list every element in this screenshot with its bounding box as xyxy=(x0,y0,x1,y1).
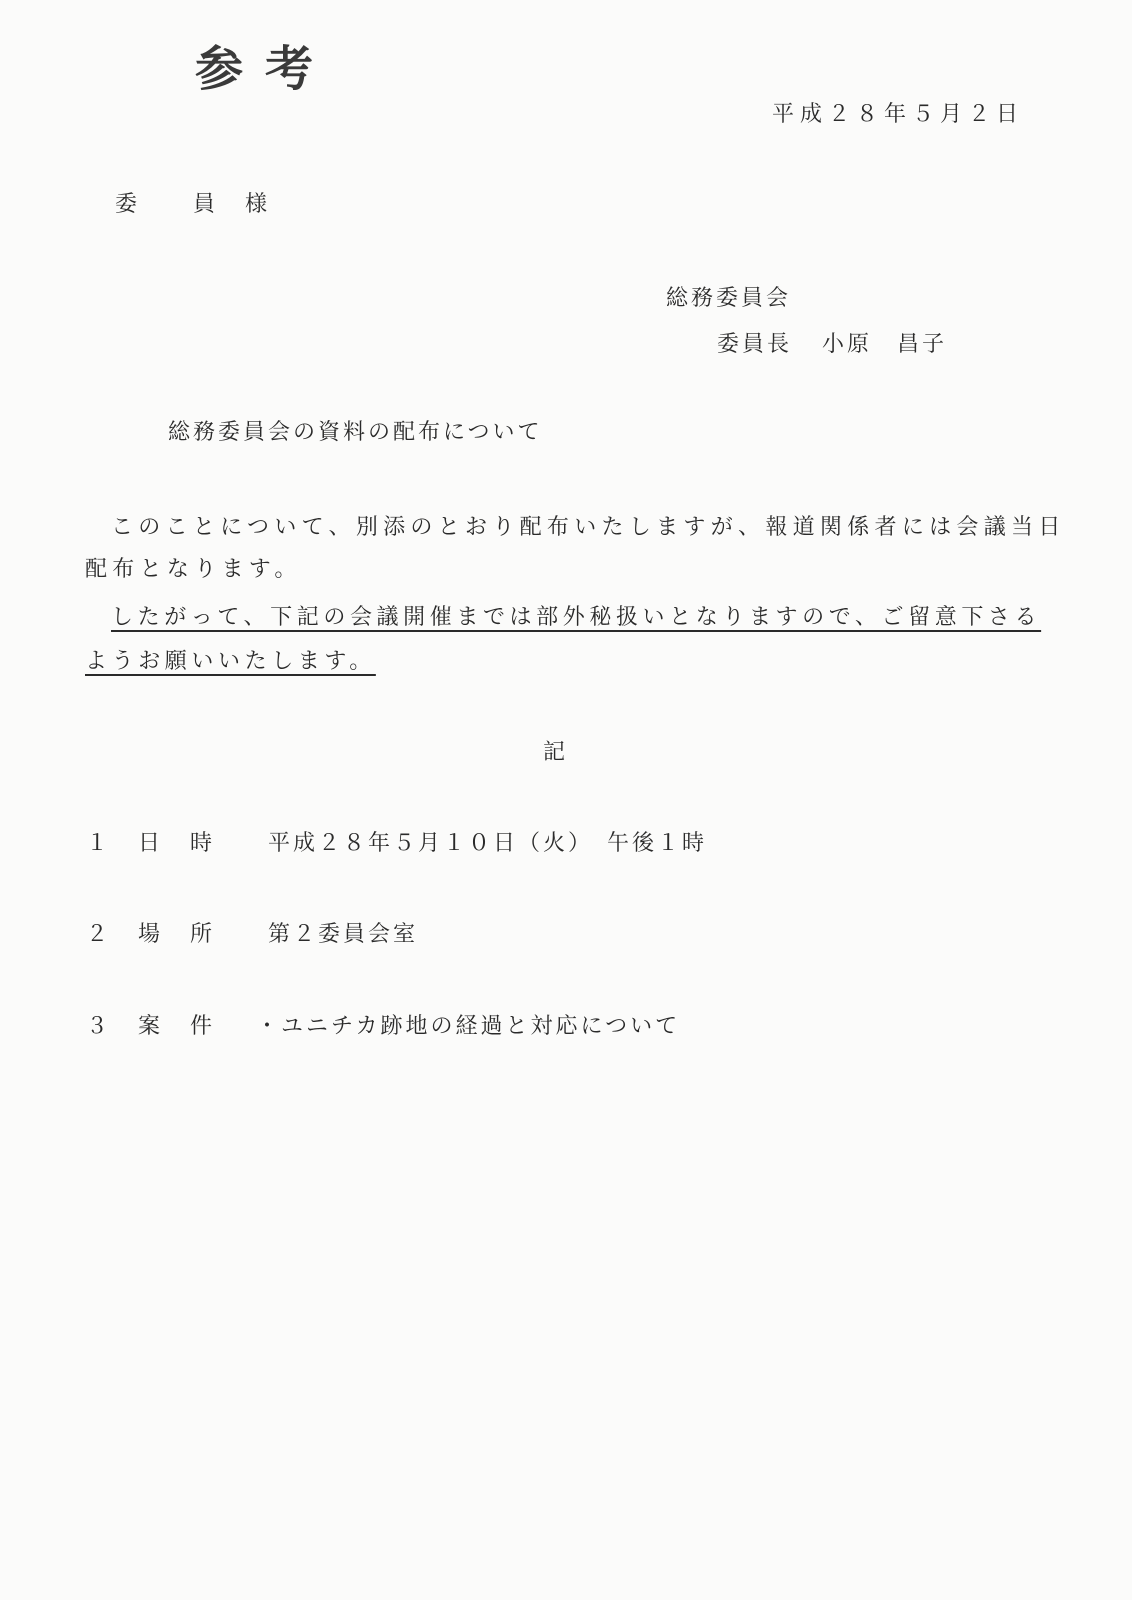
body-line-4-underlined: ようお願いいたします。 xyxy=(85,649,376,674)
document-date: 平成２８年５月２日 xyxy=(771,102,1024,127)
item-label: 日時 xyxy=(138,831,243,856)
document-subject: 総務委員会の資料の配布について xyxy=(168,420,543,445)
item-value: 第２委員会室 xyxy=(268,922,419,947)
sender-signature xyxy=(717,327,947,358)
body-line-2: 配布となります。 xyxy=(85,557,302,582)
addressee-char-1: 委 xyxy=(115,192,138,217)
ki-heading: 記 xyxy=(543,740,569,765)
item-value: ・ユニチカ跡地の経過と対応について xyxy=(256,1014,681,1039)
body-line-1: このことについて、別添のとおり配布いたしますが、報道関係者には会議当日 xyxy=(111,515,1066,540)
item-number: ３ xyxy=(86,1014,112,1039)
addressee-char-3: 様 xyxy=(245,192,268,217)
item-number: １ xyxy=(86,831,112,856)
sender-title: 委員長 xyxy=(717,332,793,357)
addressee-char-2: 員 xyxy=(193,192,216,217)
stamp-sanko: 参考 xyxy=(195,41,336,97)
item-location xyxy=(86,917,418,948)
sender-organization: 総務委員会 xyxy=(666,286,792,311)
item-datetime xyxy=(86,826,707,857)
item-agenda xyxy=(86,1009,680,1040)
item-value: 平成２８年５月１０日（火） 午後１時 xyxy=(268,831,708,856)
sender-name: 小原 昌子 xyxy=(822,332,948,357)
item-number: ２ xyxy=(86,922,112,947)
item-label: 案件 xyxy=(138,1014,243,1039)
body-line-3-underlined: したがって、下記の会議開催までは部外秘扱いとなりますので、ご留意下さる xyxy=(111,605,1042,630)
addressee xyxy=(115,187,267,218)
item-label: 場所 xyxy=(138,922,243,947)
